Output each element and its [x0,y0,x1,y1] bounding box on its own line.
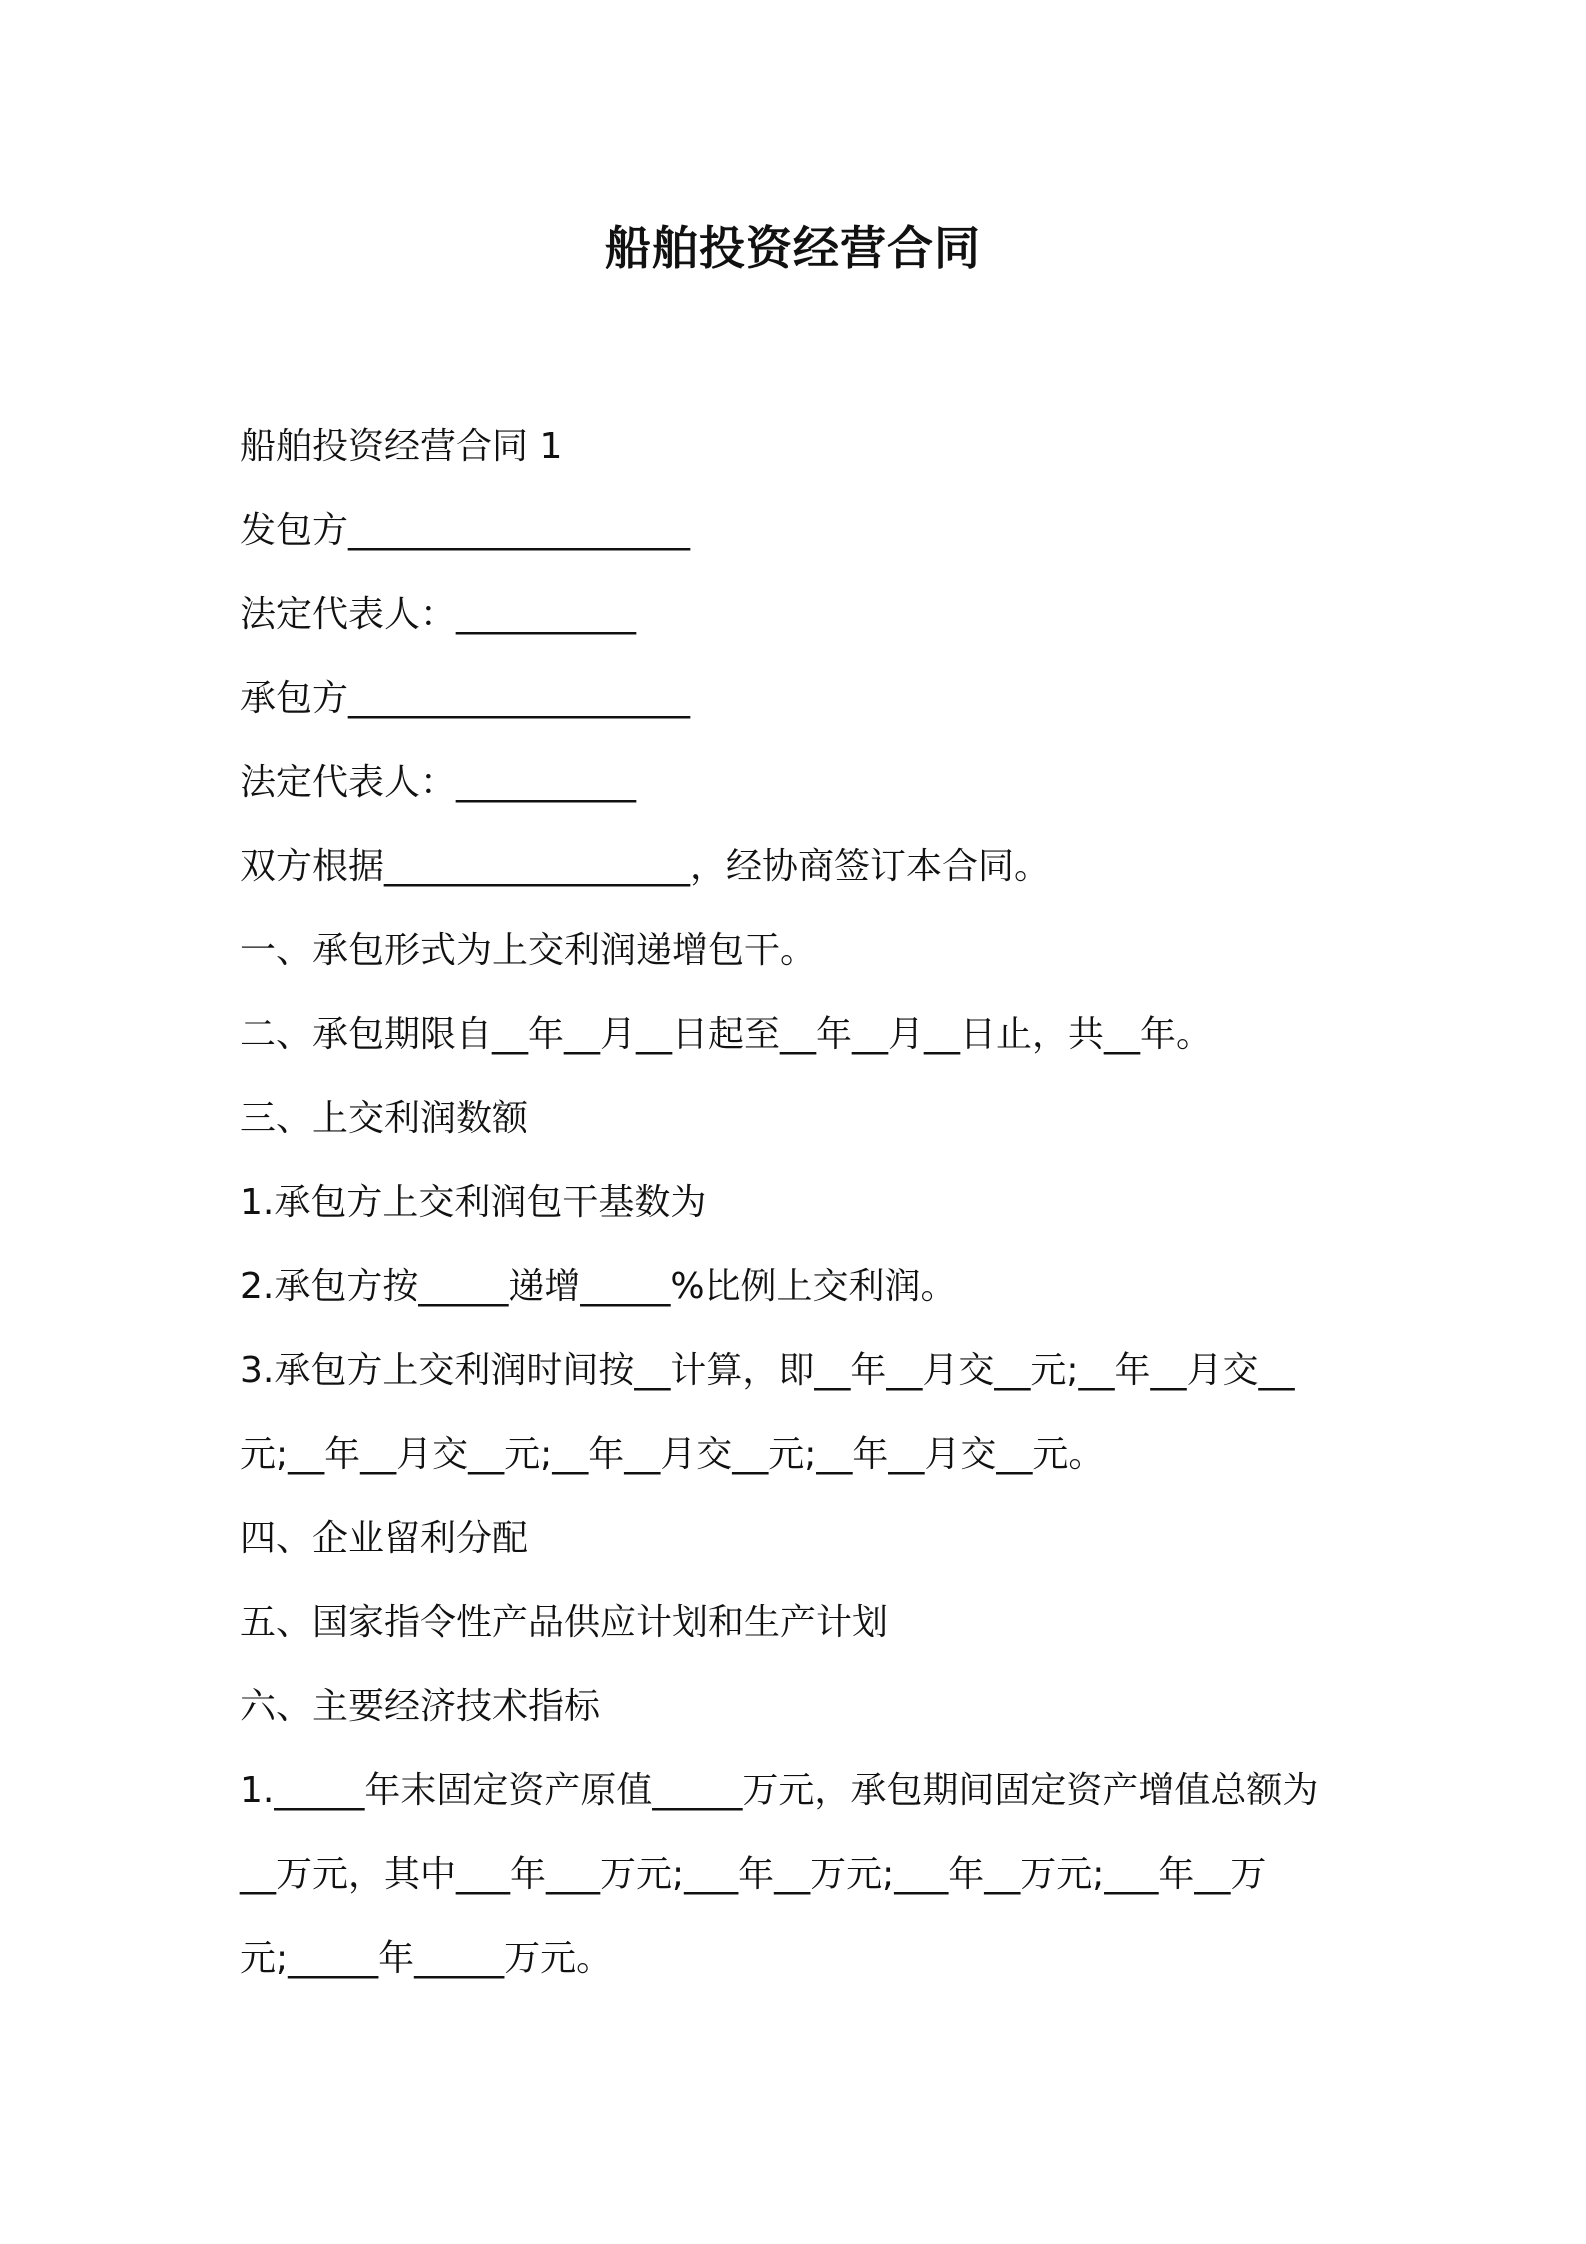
employer-legal-rep-line: 法定代表人：__________ [240,594,637,635]
section-4-heading: 四、企业留利分配 [240,1518,529,1559]
employer-line: 发包方___________________ [240,510,691,551]
section-2-heading: 二、承包期限自__年__月__日起至__年__月__日止，共__年。 [240,1014,1213,1055]
section-3-heading: 三、上交利润数额 [240,1098,529,1139]
section-6-item-1-line-2: __万元，其中___年___万元;___年__万元;___年__万元;___年__万 [240,1854,1267,1895]
section-3-item-3-line-1: 3.承包方上交利润时间按__计算，即__年__月交__元;__年__月交__ [240,1350,1295,1391]
section-6-item-1-line-1: 1._____年末固定资产原值_____万元，承包期间固定资产增值总额为 [240,1770,1319,1811]
document-title: 船舶投资经营合同 [605,221,981,275]
section-1-heading: 一、承包形式为上交利润递增包干。 [240,930,817,971]
contract-heading: 船舶投资经营合同 1 [240,426,563,467]
document-body [240,405,1360,2001]
preamble-paragraph: 双方根据_________________，经协商签订本合同。 [240,846,1051,887]
contractor-legal-rep-line: 法定代表人：__________ [240,762,637,803]
section-3-item-1: 1.承包方上交利润包干基数为 [240,1182,707,1223]
section-6-heading: 六、主要经济技术指标 [240,1686,601,1727]
section-3-item-2: 2.承包方按_____递增_____%比例上交利润。 [240,1266,957,1307]
contractor-line: 承包方___________________ [240,678,691,719]
section-5-heading: 五、国家指令性产品供应计划和生产计划 [240,1602,889,1643]
section-3-item-3-line-2: 元;__年__月交__元;__年__月交__元;__年__月交__元。 [240,1434,1105,1475]
section-6-item-1-line-3: 元;_____年_____万元。 [240,1938,613,1979]
